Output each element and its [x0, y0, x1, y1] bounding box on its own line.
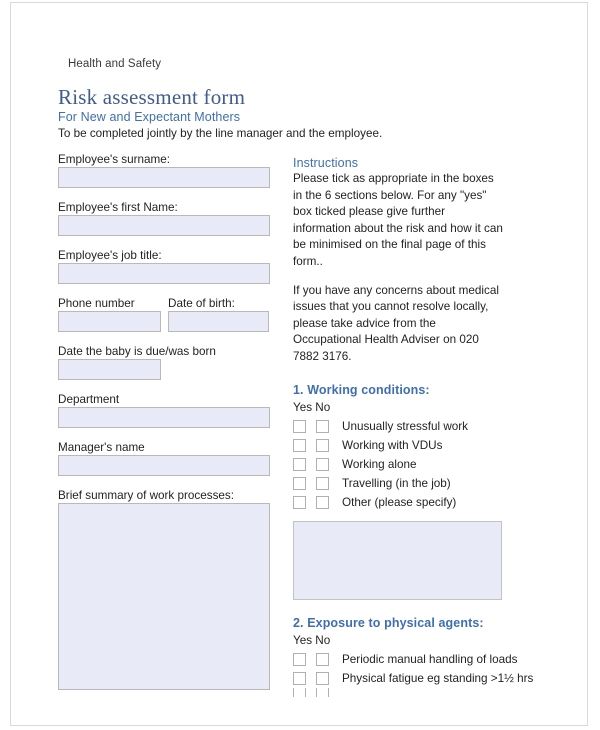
dob-label: Date of birth:	[168, 297, 235, 310]
section-1-number: 1.	[293, 382, 304, 397]
checkbox-row-clipped	[293, 688, 505, 697]
field-group-phone	[58, 297, 161, 332]
checkbox-row	[293, 650, 518, 669]
section-2-heading	[293, 616, 505, 630]
job-title-input[interactable]	[58, 263, 270, 284]
right-column	[293, 156, 534, 697]
field-group-due-date	[58, 345, 270, 380]
checkbox-no[interactable]	[316, 688, 329, 697]
first-name-label: Employee's first Name:	[58, 201, 178, 214]
field-group-department	[58, 393, 270, 428]
section-1-yesno-label: Yes No	[293, 400, 331, 414]
section-1-title: Working conditions:	[307, 382, 430, 397]
page-title: Risk assessment form	[58, 85, 246, 109]
department-input[interactable]	[58, 407, 270, 428]
checkbox-label: Physical fatigue eg standing >1½ hrs	[342, 671, 534, 685]
field-group-phone-dob	[58, 297, 270, 332]
checkbox-no[interactable]	[316, 496, 329, 509]
field-group-dob	[168, 297, 269, 332]
checkbox-yes[interactable]	[293, 458, 306, 471]
due-date-input[interactable]	[58, 359, 161, 380]
checkbox-label: Working alone	[342, 457, 417, 471]
document-kicker: Health and Safety	[68, 58, 162, 70]
manager-label: Manager's name	[58, 441, 145, 454]
checkbox-no[interactable]	[316, 653, 329, 666]
checkbox-no[interactable]	[316, 458, 329, 471]
field-group-first-name	[58, 201, 270, 236]
manager-input[interactable]	[58, 455, 270, 476]
checkbox-row	[293, 417, 505, 436]
department-label: Department	[58, 393, 120, 406]
checkbox-no[interactable]	[316, 420, 329, 433]
section-1-heading	[293, 383, 505, 397]
section-2-number: 2.	[293, 615, 304, 630]
first-name-input[interactable]	[58, 215, 270, 236]
section-2-yesno-label: Yes No	[293, 633, 331, 647]
checkbox-label: Working with VDUs	[342, 438, 443, 452]
section-2-title: Exposure to physical agents:	[307, 615, 484, 630]
checkbox-label: Travelling (in the job)	[342, 476, 451, 490]
field-group-summary	[58, 489, 270, 690]
left-column	[58, 153, 270, 690]
field-group-job-title	[58, 249, 270, 284]
checkbox-yes[interactable]	[293, 477, 306, 490]
checkbox-yes[interactable]	[293, 653, 306, 666]
document-page	[10, 2, 588, 726]
instructions-paragraph-2: If you have any concerns about medical issues that you cannot resolve locally, please take advice from the Occupational Health Adviser on 020 7882 3176.	[293, 283, 499, 363]
checkbox-label: Other (please specify)	[342, 495, 457, 509]
job-title-label: Employee's job title:	[58, 249, 162, 262]
checkbox-no[interactable]	[316, 439, 329, 452]
checkbox-label: Unusually stressful work	[342, 419, 469, 433]
surname-label: Employee's surname:	[58, 153, 171, 166]
section-1-note-textarea[interactable]	[293, 521, 502, 600]
summary-textarea[interactable]	[58, 503, 270, 690]
checkbox-row	[293, 493, 505, 512]
instructions-heading: Instructions	[293, 156, 359, 170]
phone-input[interactable]	[58, 311, 161, 332]
checkbox-row	[293, 455, 505, 474]
checkbox-yes[interactable]	[293, 439, 306, 452]
page-lede: To be completed jointly by the line manager and the employee.	[58, 127, 383, 140]
checkbox-label: Periodic manual handling of loads	[342, 652, 518, 666]
field-group-surname	[58, 153, 270, 188]
checkbox-yes[interactable]	[293, 420, 306, 433]
checkbox-yes[interactable]	[293, 672, 306, 685]
field-group-manager	[58, 441, 270, 476]
checkbox-no[interactable]	[316, 672, 329, 685]
checkbox-row	[293, 669, 534, 688]
page-subtitle: For New and Expectant Mothers	[58, 110, 241, 124]
dob-input[interactable]	[168, 311, 269, 332]
summary-label: Brief summary of work processes:	[58, 489, 235, 502]
checkbox-row	[293, 436, 505, 455]
phone-label: Phone number	[58, 297, 135, 310]
checkbox-yes[interactable]	[293, 688, 306, 697]
instructions-paragraph-1: Please tick as appropriate in the boxes in the 6 sections below. For any "yes" box ticked please give further information about the risk and how it can be minimised on the final page of this form..	[293, 172, 503, 268]
checkbox-row	[293, 474, 505, 493]
due-date-label: Date the baby is due/was born	[58, 345, 216, 358]
surname-input[interactable]	[58, 167, 270, 188]
checkbox-yes[interactable]	[293, 496, 306, 509]
checkbox-no[interactable]	[316, 477, 329, 490]
